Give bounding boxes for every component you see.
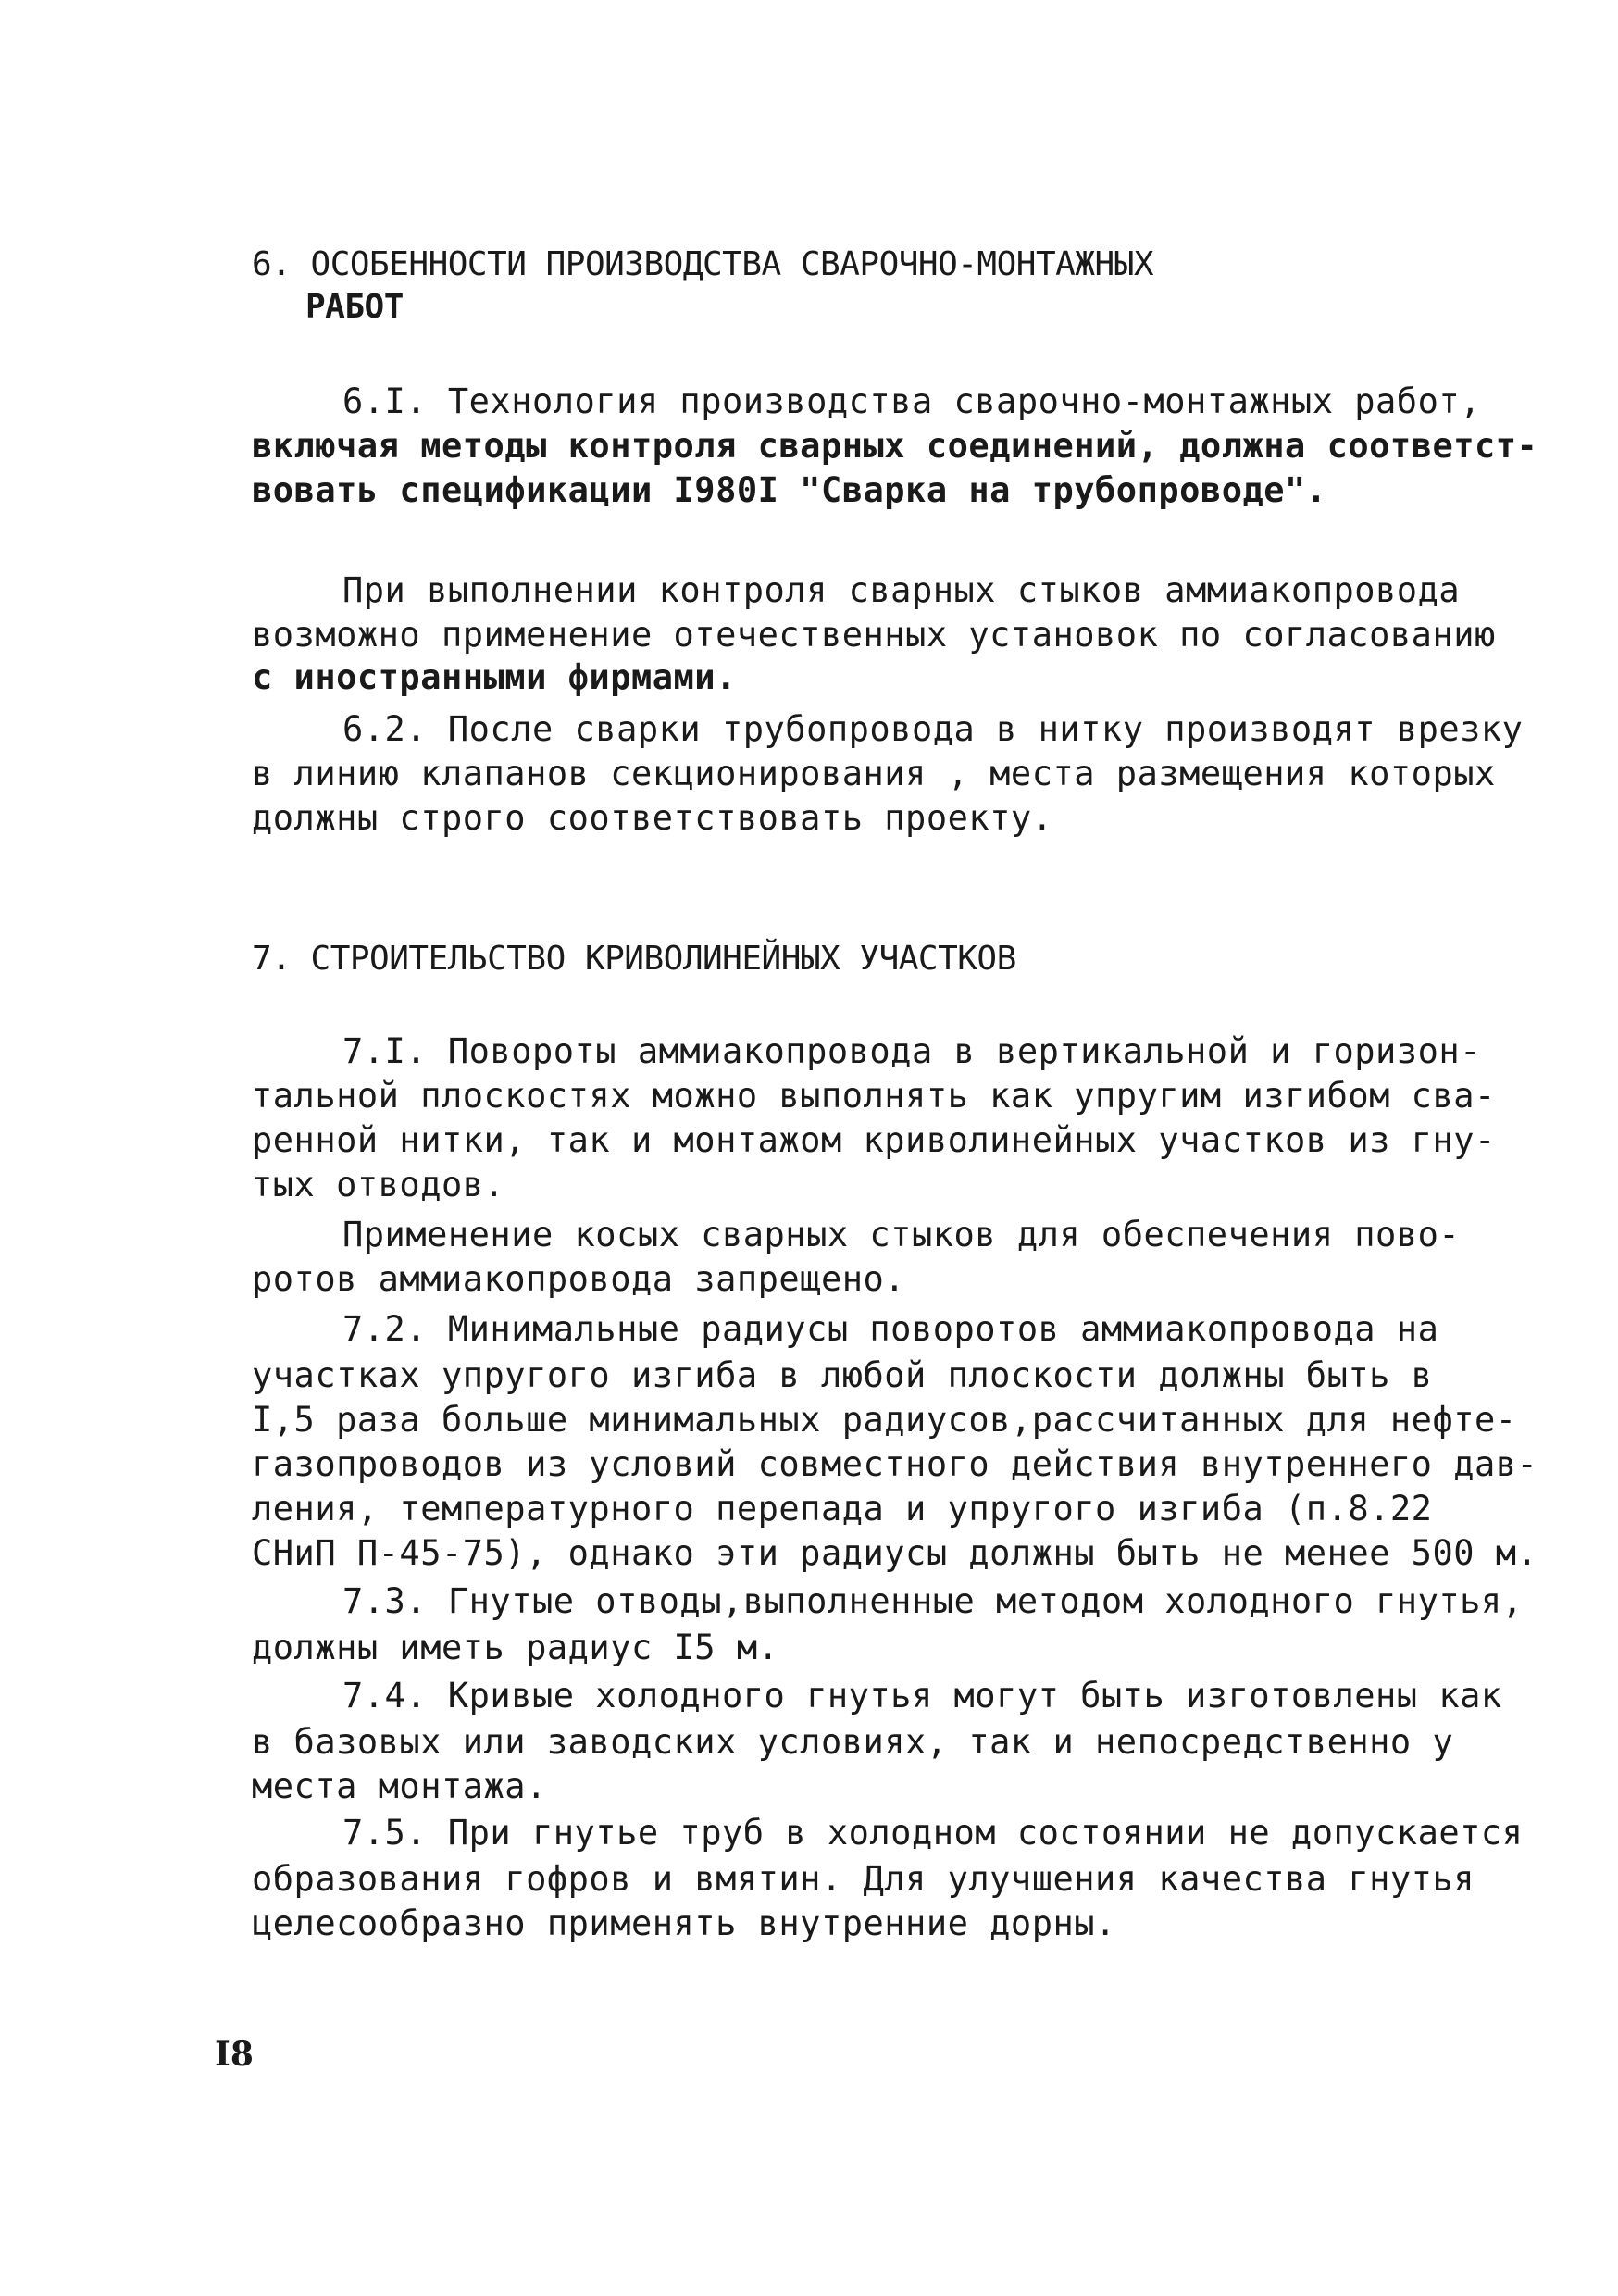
paragraph-control-line-2: возможно применение отечественных установок по согласованию [252,615,1496,655]
section-7-line: образования гофров и вмятин. Для улучшения качества гнутья [252,1859,1475,1899]
paragraph-control-line-1: При выполнении контроля сварных стыков аммиакопровода [342,570,1461,610]
paragraph-6-1-line-3: вовать спецификации I980I "Сварка на трубопроводе". [252,470,1327,510]
section-7-line: 7.4. Кривые холодного гнутья могут быть изготовлены как [342,1676,1502,1716]
section-7-line: СНиП П-45-75), однако эти радиусы должны быть не менее 500 м. [252,1533,1538,1573]
section-7-line: участках упругого изгиба в любой плоскости должны быть в [252,1355,1433,1395]
section-7-line: ления, температурного перепада и упругого изгиба (п.8.22 [252,1489,1433,1529]
section-7-line: 7.5. При гнутье труб в холодном состоянии не допускается [342,1813,1524,1853]
paragraph-6-2-line-3: должны строго соответствовать проекту. [252,798,1053,838]
paragraph-6-1-line-1: 6.I. Технология производства сварочно-монтажных работ, [342,381,1481,421]
section-7-line: ротов аммиакопровода запрещено. [252,1259,906,1299]
paragraph-6-2-line-2: в линию клапанов секционирования , места размещения которых [252,754,1496,793]
section-7-line: должны иметь радиус I5 м. [252,1628,779,1667]
section-7-line: места монтажа. [252,1766,547,1806]
section-7-title: 7. СТРОИТЕЛЬСТВО КРИВОЛИНЕЙНЫХ УЧАСТКОВ [252,940,1016,978]
section-6-title-line-1: 6. ОСОБЕННОСТИ ПРОИЗВОДСТВА СВАРОЧНО-МОНТАЖНЫХ [252,245,1153,283]
section-7-line: I,5 раза больше минимальных радиусов,рассчитанных для нефте- [252,1400,1517,1440]
section-7-line: тых отводов. [252,1165,505,1204]
section-7-line: 7.3. Гнутые отводы,выполненные методом холодного гнутья, [342,1581,1524,1621]
paragraph-control-line-3: с иностранными фирмами. [252,657,737,697]
section-7-line: 7.I. Повороты аммиакопровода в вертикальной и горизон- [342,1031,1481,1071]
page-number: I8 [215,2035,254,2074]
section-7-line: 7.2. Минимальные радиусы поворотов аммиакопровода на [342,1309,1439,1349]
section-7-line: в базовых или заводских условиях, так и непосредственно у [252,1722,1454,1762]
section-7-line: тальной плоскостях можно выполнять как упругим изгибом сва- [252,1076,1496,1116]
section-7-line: целесообразно применять внутренние дорны. [252,1903,1116,1943]
paragraph-6-2-line-1: 6.2. После сварки трубопровода в нитку производят врезку [342,709,1524,749]
section-7-line: ренной нитки, так и монтажом криволинейных участков из гну- [252,1120,1496,1160]
section-6-title-line-2: РАБОТ [305,288,404,326]
section-7-line: газопроводов из условий совместного действия внутреннего дав- [252,1444,1538,1484]
section-7-line: Применение косых сварных стыков для обеспечения пово- [342,1215,1461,1254]
paragraph-6-1-line-2: включая методы контроля сварных соединений, должна соответст- [252,426,1538,466]
